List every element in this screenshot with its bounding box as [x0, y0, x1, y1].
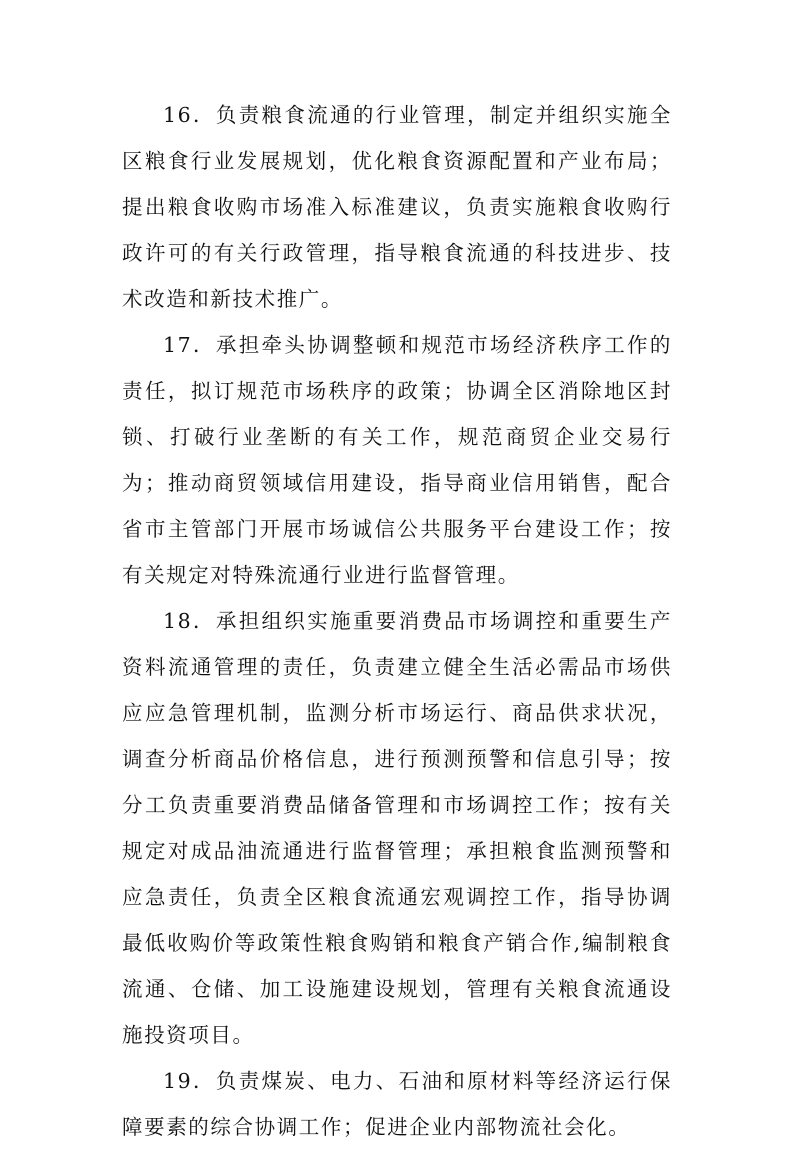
paragraph-19: 19．负责煤炭、电力、石油和原材料等经济运行保障要素的综合协调工作；促进企业内部物流社会化。: [122, 1069, 672, 1139]
paragraph-17: 17．承担牵头协调整顿和规范市场经济秩序工作的责任，拟订规范市场秩序的政策；协调全区消除地区封锁、打破行业垄断的有关工作，规范商贸企业交易行为；推动商贸领域信用建设，指导商业信用销售，配合省市主管部门开展市场诚信公共服务平台建设工作；按有关规定对特殊流通行业进行监督管理。: [122, 333, 672, 587]
paragraph-16: 16．负责粮食流通的行业管理，制定并组织实施全区粮食行业发展规划，优化粮食资源配置和产业布局；提出粮食收购市场准入标准建议，负责实施粮食收购行政许可的有关行政管理，指导粮食流通的科技进步、技术改造和新技术推广。: [122, 103, 672, 311]
document-body: [122, 92, 672, 1150]
paragraph-18: 18．承担组织实施重要消费品市场调控和重要生产资料流通管理的责任，负责建立健全生活必需品市场供应应急管理机制，监测分析市场运行、商品供求状况，调查分析商品价格信息，进行预测预警和信息引导；按分工负责重要消费品储备管理和市场调控工作；按有关规定对成品油流通进行监督管理；承担粮食监测预警和应急责任，负责全区粮食流通宏观调控工作，指导协调最低收购价等政策性粮食购销和粮食产销合作,编制粮食流通、仓储、加工设施建设规划，管理有关粮食流通设施投资项目。: [122, 609, 672, 1047]
